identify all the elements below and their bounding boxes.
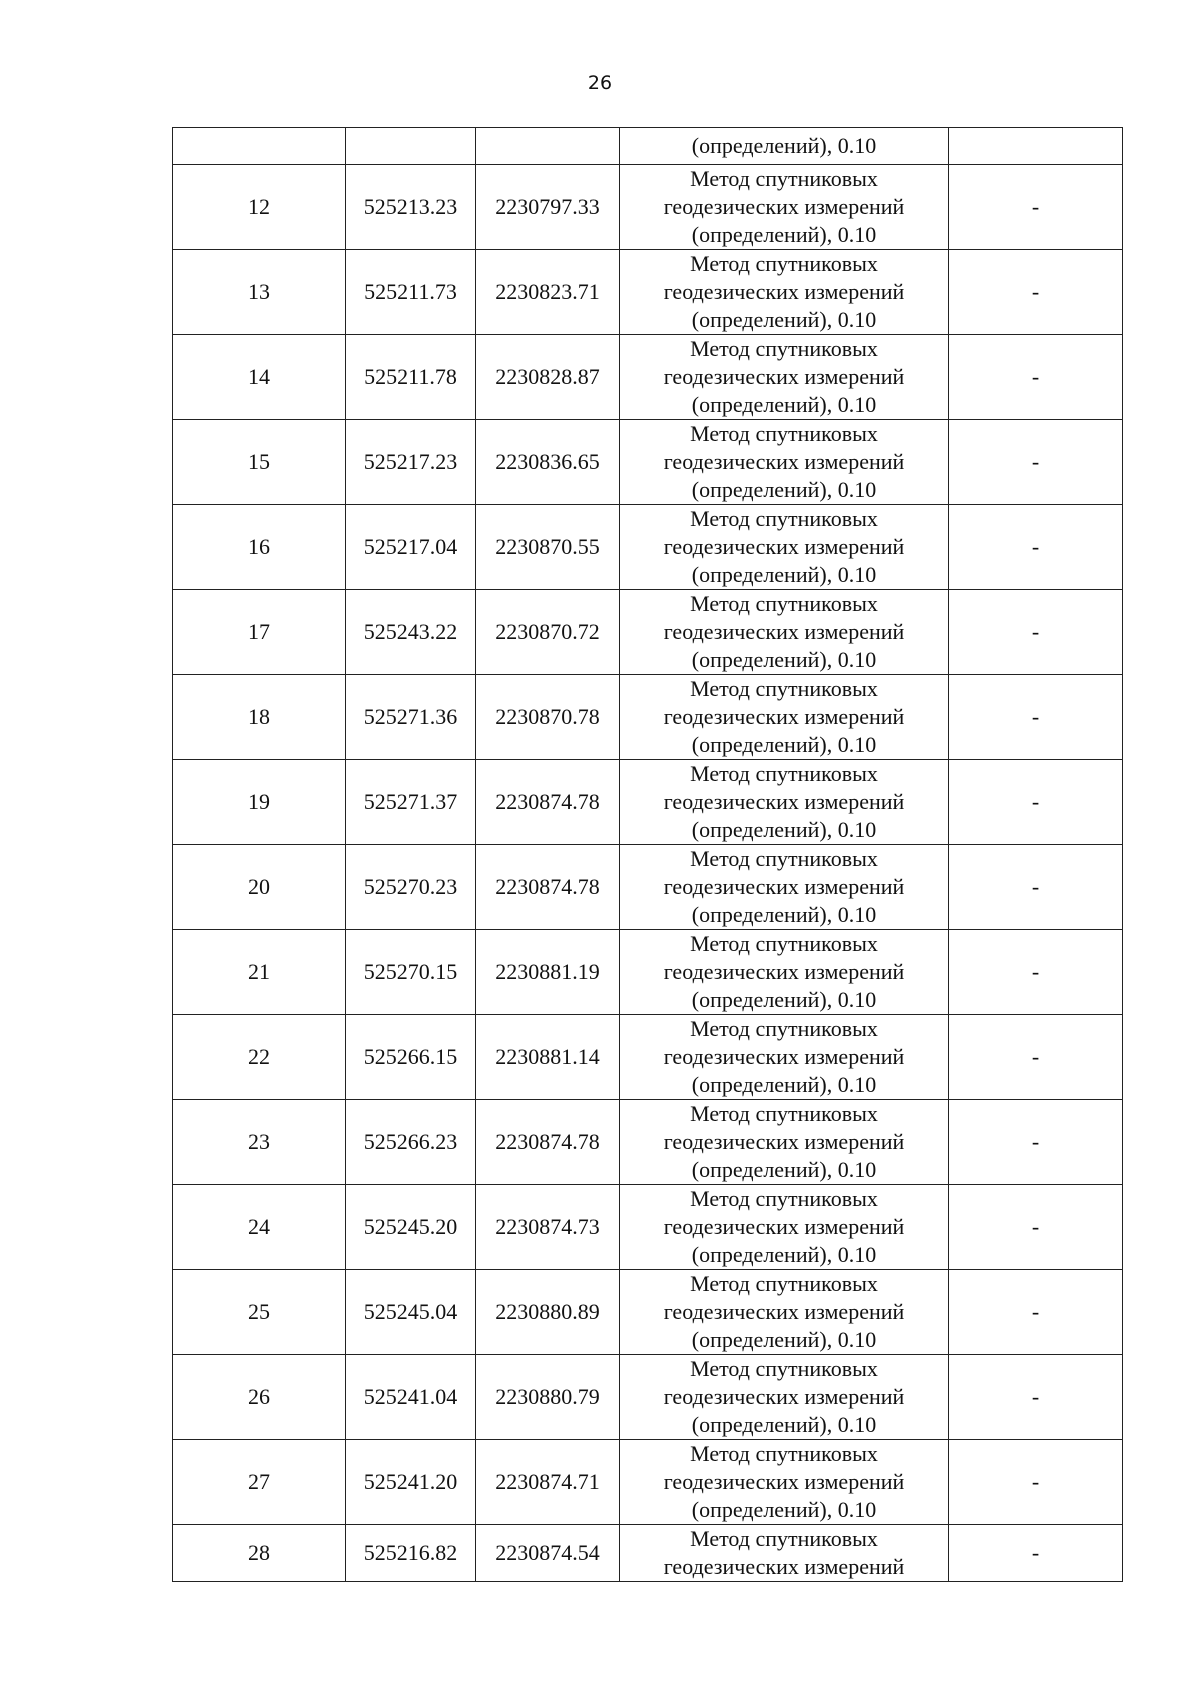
method-line-1: Метод спутниковых — [690, 1101, 878, 1126]
cell-extra: - — [949, 335, 1123, 420]
method-line-3: (определений), 0.10 — [691, 307, 877, 332]
cell-method — [620, 1270, 949, 1355]
table-row — [173, 1100, 1123, 1185]
method-line-3: (определений), 0.10 — [691, 817, 877, 842]
method-line-3: (определений), 0.10 — [691, 1497, 877, 1522]
cell-point-number: 18 — [173, 675, 346, 760]
coordinates-table-body — [173, 128, 1123, 1582]
cell-x: 525271.36 — [346, 675, 476, 760]
cell-x — [346, 128, 476, 165]
cell-point-number: 13 — [173, 250, 346, 335]
cell-point-number: 27 — [173, 1440, 346, 1525]
cell-x: 525266.23 — [346, 1100, 476, 1185]
cell-point-number: 12 — [173, 165, 346, 250]
cell-method — [620, 165, 949, 250]
table-row — [173, 505, 1123, 590]
page-number: 26 — [587, 72, 613, 94]
table-row — [173, 1355, 1123, 1440]
cell-y: 2230870.72 — [476, 590, 620, 675]
method-line-3: (определений), 0.10 — [691, 1242, 877, 1267]
cell-x: 525270.23 — [346, 845, 476, 930]
table-row — [173, 1185, 1123, 1270]
cell-extra: - — [949, 845, 1123, 930]
method-line-3: (определений), 0.10 — [691, 1412, 877, 1437]
method-line-2: геодезических измерений — [663, 279, 905, 304]
cell-point-number: 26 — [173, 1355, 346, 1440]
cell-point-number: 17 — [173, 590, 346, 675]
cell-extra: - — [949, 1270, 1123, 1355]
cell-y: 2230797.33 — [476, 165, 620, 250]
table-row — [173, 930, 1123, 1015]
cell-x: 525271.37 — [346, 760, 476, 845]
cell-x: 525211.73 — [346, 250, 476, 335]
table-row — [173, 1440, 1123, 1525]
cell-x: 525245.04 — [346, 1270, 476, 1355]
cell-method — [620, 1015, 949, 1100]
method-line-2: геодезических измерений — [663, 789, 905, 814]
method-line-3: (определений), 0.10 — [691, 987, 877, 1012]
method-line-3: (определений), 0.10 — [691, 222, 877, 247]
cell-method — [620, 1355, 949, 1440]
method-line-2: геодезических измерений — [663, 1554, 905, 1579]
cell-y: 2230870.78 — [476, 675, 620, 760]
method-line-2: геодезических измерений — [663, 1469, 905, 1494]
cell-point-number: 21 — [173, 930, 346, 1015]
cell-y: 2230874.78 — [476, 760, 620, 845]
cell-y: 2230874.78 — [476, 845, 620, 930]
method-line-1: Метод спутниковых — [690, 1441, 878, 1466]
cell-point-number: 19 — [173, 760, 346, 845]
table-row — [173, 420, 1123, 505]
cell-extra: - — [949, 1015, 1123, 1100]
table-row — [173, 1015, 1123, 1100]
cell-method — [620, 505, 949, 590]
method-line-3: (определений), 0.10 — [691, 133, 877, 158]
cell-extra: - — [949, 930, 1123, 1015]
cell-x: 525241.04 — [346, 1355, 476, 1440]
cell-y: 2230823.71 — [476, 250, 620, 335]
cell-extra: - — [949, 1355, 1123, 1440]
cell-extra: - — [949, 505, 1123, 590]
method-line-1: Метод спутниковых — [690, 1356, 878, 1381]
cell-extra: - — [949, 1100, 1123, 1185]
method-line-3: (определений), 0.10 — [691, 732, 877, 757]
method-line-3: (определений), 0.10 — [691, 1072, 877, 1097]
cell-x: 525243.22 — [346, 590, 476, 675]
cell-x: 525217.04 — [346, 505, 476, 590]
cell-y: 2230880.89 — [476, 1270, 620, 1355]
cell-method — [620, 250, 949, 335]
cell-x: 525270.15 — [346, 930, 476, 1015]
method-line-2: геодезических измерений — [663, 194, 905, 219]
method-line-1: Метод спутниковых — [690, 1016, 878, 1041]
cell-extra: - — [949, 420, 1123, 505]
table-row — [173, 675, 1123, 760]
cell-point-number: 23 — [173, 1100, 346, 1185]
method-line-2: геодезических измерений — [663, 1299, 905, 1324]
method-line-2: геодезических измерений — [663, 874, 905, 899]
cell-y: 2230881.14 — [476, 1015, 620, 1100]
cell-extra: - — [949, 590, 1123, 675]
cell-method — [620, 335, 949, 420]
method-line-3: (определений), 0.10 — [691, 477, 877, 502]
cell-point-number: 16 — [173, 505, 346, 590]
method-line-3: (определений), 0.10 — [691, 902, 877, 927]
cell-x: 525217.23 — [346, 420, 476, 505]
cell-point-number: 24 — [173, 1185, 346, 1270]
table-row-partial — [173, 1525, 1123, 1582]
cell-extra: - — [949, 1525, 1123, 1582]
cell-y: 2230874.54 — [476, 1525, 620, 1582]
method-line-3: (определений), 0.10 — [691, 392, 877, 417]
cell-extra: - — [949, 675, 1123, 760]
method-line-1: Метод спутниковых — [690, 251, 878, 276]
coordinates-table — [172, 127, 1123, 1582]
method-line-2: геодезических измерений — [663, 364, 905, 389]
cell-point-number: 14 — [173, 335, 346, 420]
table-row — [173, 335, 1123, 420]
cell-method — [620, 1185, 949, 1270]
cell-extra: - — [949, 1440, 1123, 1525]
cell-method — [620, 930, 949, 1015]
cell-y: 2230870.55 — [476, 505, 620, 590]
method-line-3: (определений), 0.10 — [691, 1157, 877, 1182]
method-line-2: геодезических измерений — [663, 1214, 905, 1239]
cell-y: 2230828.87 — [476, 335, 620, 420]
method-line-1: Метод спутниковых — [690, 1271, 878, 1296]
method-line-1: Метод спутниковых — [690, 676, 878, 701]
method-line-1: Метод спутниковых — [690, 761, 878, 786]
cell-method — [620, 845, 949, 930]
method-line-1: Метод спутниковых — [690, 846, 878, 871]
method-line-1: Метод спутниковых — [690, 336, 878, 361]
cell-extra: - — [949, 250, 1123, 335]
cell-method — [620, 420, 949, 505]
method-line-2: геодезических измерений — [663, 534, 905, 559]
cell-point-number — [173, 128, 346, 165]
cell-x: 525245.20 — [346, 1185, 476, 1270]
cell-x: 525266.15 — [346, 1015, 476, 1100]
cell-x: 525216.82 — [346, 1525, 476, 1582]
table-row — [173, 1270, 1123, 1355]
table-row — [173, 590, 1123, 675]
method-line-2: геодезических измерений — [663, 704, 905, 729]
cell-method — [620, 590, 949, 675]
table-row — [173, 845, 1123, 930]
cell-point-number: 28 — [173, 1525, 346, 1582]
method-line-1: Метод спутниковых — [690, 421, 878, 446]
cell-y: 2230836.65 — [476, 420, 620, 505]
method-line-2: геодезических измерений — [663, 619, 905, 644]
cell-extra: - — [949, 760, 1123, 845]
method-line-1: Метод спутниковых — [690, 166, 878, 191]
method-line-2: геодезических измерений — [663, 959, 905, 984]
cell-point-number: 22 — [173, 1015, 346, 1100]
cell-x: 525213.23 — [346, 165, 476, 250]
method-line-2: геодезических измерений — [663, 1129, 905, 1154]
cell-method — [620, 1440, 949, 1525]
method-line-1: Метод спутниковых — [690, 591, 878, 616]
method-line-2: геодезических измерений — [663, 1044, 905, 1069]
cell-y: 2230874.73 — [476, 1185, 620, 1270]
method-line-3: (определений), 0.10 — [691, 1327, 877, 1352]
method-line-2: геодезических измерений — [663, 1384, 905, 1409]
cell-extra: - — [949, 1185, 1123, 1270]
cell-method — [620, 675, 949, 760]
cell-x: 525211.78 — [346, 335, 476, 420]
cell-method — [620, 1525, 949, 1582]
method-line-3: (определений), 0.10 — [691, 562, 877, 587]
cell-method — [620, 128, 949, 165]
cell-y: 2230874.78 — [476, 1100, 620, 1185]
cell-point-number: 20 — [173, 845, 346, 930]
cell-extra — [949, 128, 1123, 165]
cell-y: 2230881.19 — [476, 930, 620, 1015]
cell-point-number: 25 — [173, 1270, 346, 1355]
cell-y — [476, 128, 620, 165]
method-line-1: Метод спутниковых — [690, 931, 878, 956]
cell-method — [620, 1100, 949, 1185]
table-row — [173, 165, 1123, 250]
table-row — [173, 760, 1123, 845]
method-line-2: геодезических измерений — [663, 449, 905, 474]
method-line-1: Метод спутниковых — [690, 1186, 878, 1211]
cell-y: 2230880.79 — [476, 1355, 620, 1440]
method-line-1: Метод спутниковых — [690, 506, 878, 531]
cell-x: 525241.20 — [346, 1440, 476, 1525]
method-line-1: Метод спутниковых — [690, 1526, 878, 1551]
cell-y: 2230874.71 — [476, 1440, 620, 1525]
cell-point-number: 15 — [173, 420, 346, 505]
cell-extra: - — [949, 165, 1123, 250]
method-line-3: (определений), 0.10 — [691, 647, 877, 672]
table-row — [173, 250, 1123, 335]
cell-method — [620, 760, 949, 845]
table-row-continued — [173, 128, 1123, 165]
